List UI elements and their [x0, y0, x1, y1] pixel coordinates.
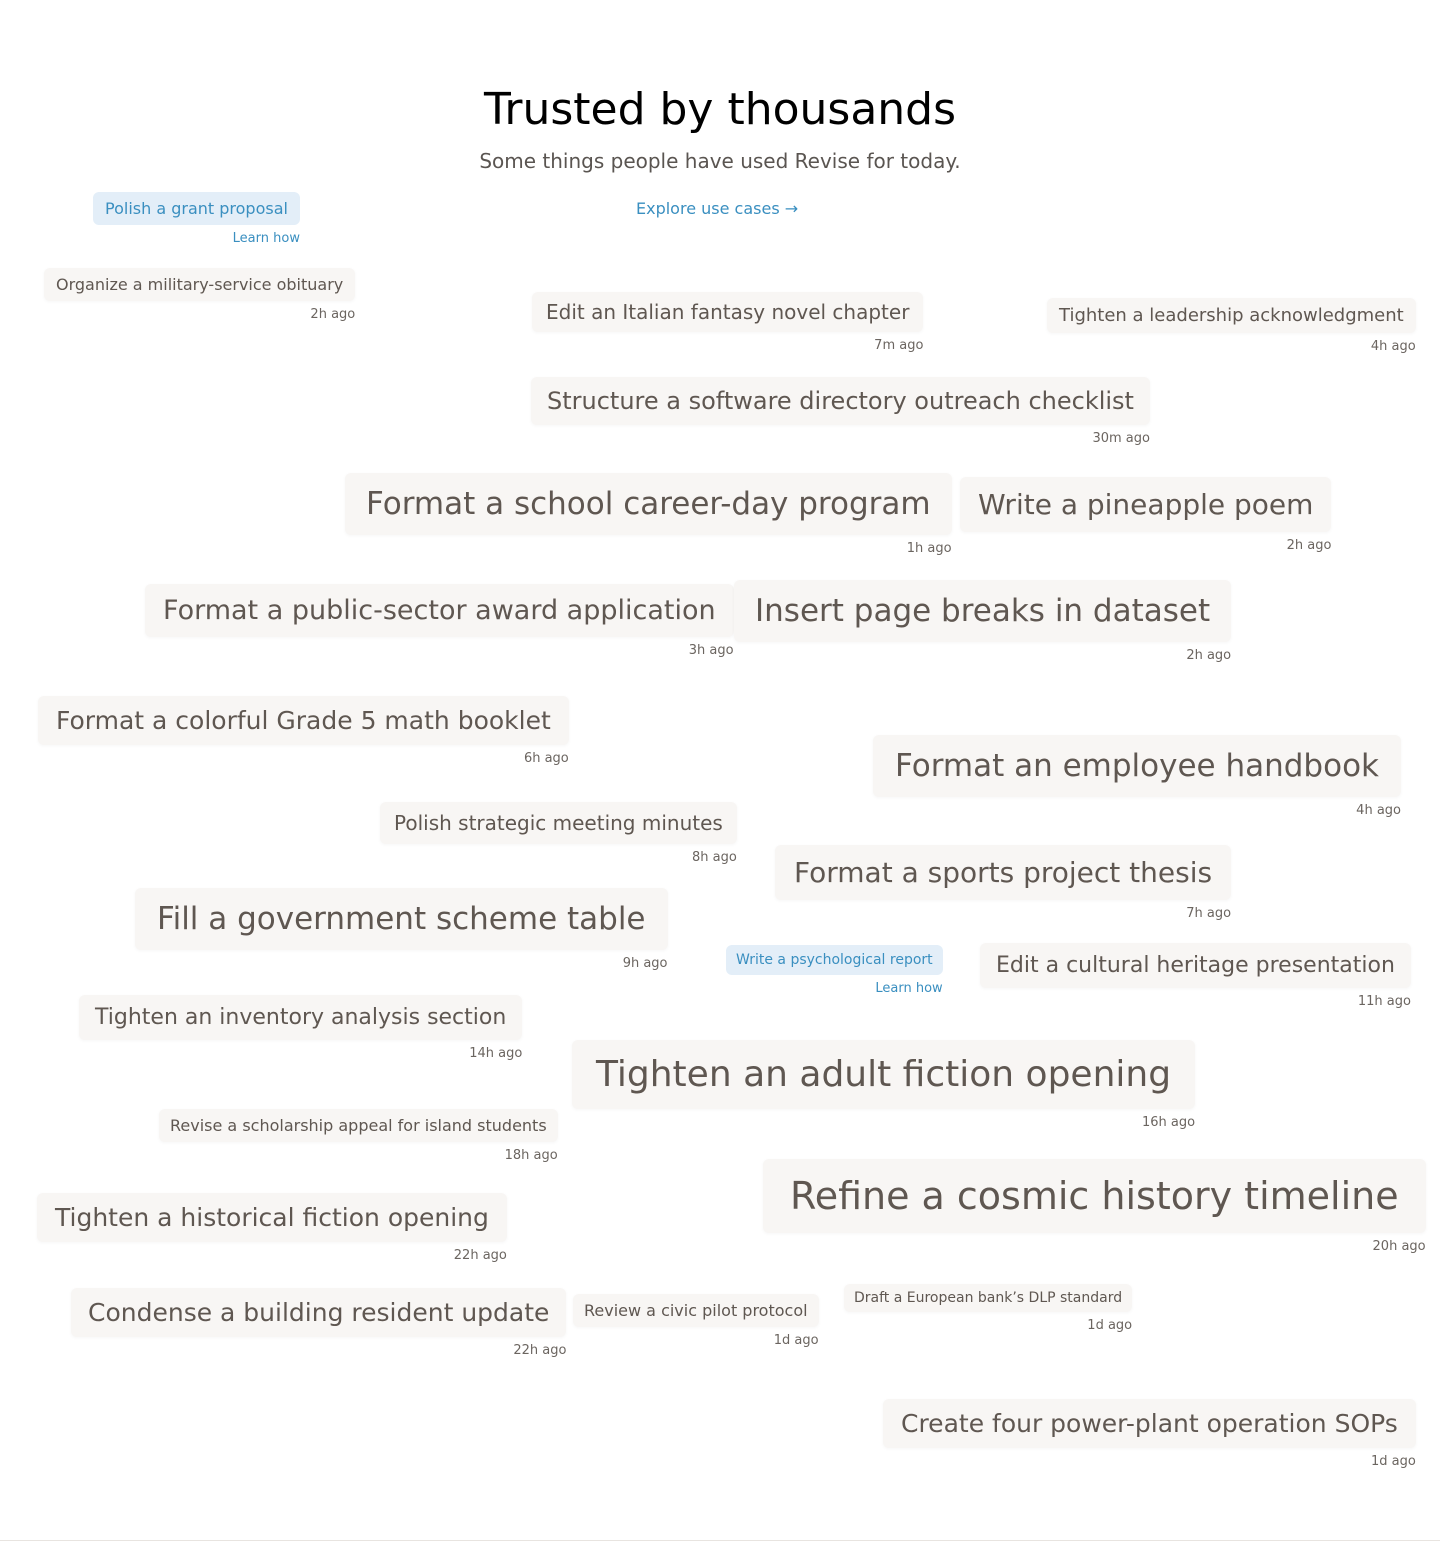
- timestamp: 11h ago: [1357, 994, 1411, 1009]
- timestamp: 4h ago: [1356, 803, 1401, 818]
- use-case-card[interactable]: [980, 943, 1411, 1009]
- use-case-label[interactable]: Polish a grant proposal: [93, 192, 300, 225]
- use-case-card[interactable]: [883, 1399, 1416, 1469]
- use-case-card[interactable]: [38, 696, 569, 766]
- timestamp: 2h ago: [1186, 648, 1232, 663]
- use-case-card[interactable]: [93, 192, 300, 246]
- use-case-card[interactable]: [763, 1159, 1426, 1254]
- timestamp: 18h ago: [504, 1148, 558, 1163]
- timestamp: 7h ago: [1186, 906, 1232, 921]
- timestamp: 22h ago: [453, 1248, 507, 1263]
- use-case-label[interactable]: Condense a building resident update: [71, 1288, 566, 1337]
- timestamp: 14h ago: [469, 1046, 523, 1061]
- use-case-label[interactable]: Edit an Italian fantasy novel chapter: [532, 292, 923, 332]
- timestamp: 8h ago: [692, 850, 737, 865]
- section-divider: [0, 1540, 1440, 1541]
- use-case-label[interactable]: Insert page breaks in dataset: [734, 580, 1231, 642]
- use-case-card[interactable]: [734, 580, 1231, 663]
- use-case-label[interactable]: Structure a software directory outreach checklist: [531, 377, 1150, 425]
- use-case-card[interactable]: [726, 945, 943, 996]
- page-title: Trusted by thousands: [483, 84, 957, 135]
- use-case-card[interactable]: [71, 1288, 566, 1358]
- timestamp: 16h ago: [1141, 1115, 1196, 1130]
- use-case-label[interactable]: Tighten an adult fiction opening: [572, 1040, 1195, 1109]
- timestamp: 20h ago: [1372, 1239, 1426, 1254]
- use-case-card[interactable]: [775, 845, 1231, 921]
- timestamp: 1d ago: [1087, 1318, 1133, 1333]
- timestamp: 1d ago: [773, 1333, 819, 1348]
- use-case-card[interactable]: [1047, 298, 1416, 354]
- use-case-card[interactable]: [159, 1109, 558, 1163]
- learn-how-link[interactable]: Learn how: [875, 981, 943, 996]
- timestamp: 1h ago: [906, 541, 952, 556]
- use-case-card[interactable]: [380, 802, 737, 865]
- timestamp: 1d ago: [1370, 1454, 1416, 1469]
- use-case-card[interactable]: [531, 377, 1150, 446]
- use-case-card[interactable]: [532, 292, 923, 353]
- timestamp: 30m ago: [1092, 431, 1150, 446]
- use-case-label[interactable]: Polish strategic meeting minutes: [380, 802, 737, 844]
- use-case-label[interactable]: Organize a military-service obituary: [44, 268, 355, 301]
- use-case-label[interactable]: Edit a cultural heritage presentation: [980, 943, 1411, 988]
- learn-how-link[interactable]: Learn how: [232, 231, 300, 246]
- timestamp: 22h ago: [513, 1343, 567, 1358]
- use-case-label[interactable]: Review a civic pilot protocol: [573, 1294, 819, 1327]
- use-case-label[interactable]: Refine a cosmic history timeline: [763, 1159, 1426, 1233]
- use-case-card[interactable]: [345, 473, 952, 556]
- use-case-card[interactable]: [37, 1193, 507, 1263]
- timestamp: 2h ago: [1286, 538, 1332, 553]
- timestamp: 9h ago: [622, 956, 668, 971]
- use-case-label[interactable]: Write a psychological report: [726, 945, 943, 975]
- timestamp: 7m ago: [874, 338, 924, 353]
- timestamp: 6h ago: [523, 751, 569, 766]
- use-case-label[interactable]: Tighten a historical fiction opening: [37, 1193, 507, 1242]
- timestamp: 4h ago: [1370, 339, 1416, 354]
- use-case-card[interactable]: [135, 888, 668, 971]
- use-case-label[interactable]: Tighten a leadership acknowledgment: [1047, 298, 1416, 333]
- use-case-label[interactable]: Revise a scholarship appeal for island students: [159, 1109, 558, 1142]
- use-case-label[interactable]: Fill a government scheme table: [135, 888, 668, 950]
- use-case-card[interactable]: [79, 995, 522, 1061]
- use-case-label[interactable]: Create four power-plant operation SOPs: [883, 1399, 1416, 1448]
- use-case-label[interactable]: Write a pineapple poem: [960, 477, 1331, 532]
- use-case-label[interactable]: Format a school career-day program: [345, 473, 952, 535]
- timestamp: 2h ago: [310, 307, 356, 322]
- timestamp: 3h ago: [688, 643, 734, 658]
- use-case-label[interactable]: Format an employee handbook: [873, 735, 1401, 797]
- use-case-card[interactable]: [44, 268, 355, 322]
- use-case-label[interactable]: Draft a European bank’s DLP standard: [844, 1284, 1132, 1312]
- page-subtitle: Some things people have used Revise for today.: [479, 149, 961, 173]
- use-case-card[interactable]: [145, 584, 734, 658]
- use-case-label[interactable]: Tighten an inventory analysis section: [79, 995, 522, 1040]
- use-case-card[interactable]: [960, 477, 1331, 553]
- use-case-label[interactable]: Format a public-sector award application: [145, 584, 734, 637]
- explore-use-cases-link[interactable]: Explore use cases →: [636, 199, 799, 218]
- use-case-card[interactable]: [844, 1284, 1132, 1333]
- use-case-label[interactable]: Format a colorful Grade 5 math booklet: [38, 696, 569, 745]
- use-case-card[interactable]: [572, 1040, 1195, 1130]
- use-case-label[interactable]: Format a sports project thesis: [775, 845, 1231, 900]
- use-case-card[interactable]: [573, 1294, 819, 1348]
- use-case-card[interactable]: [873, 735, 1401, 818]
